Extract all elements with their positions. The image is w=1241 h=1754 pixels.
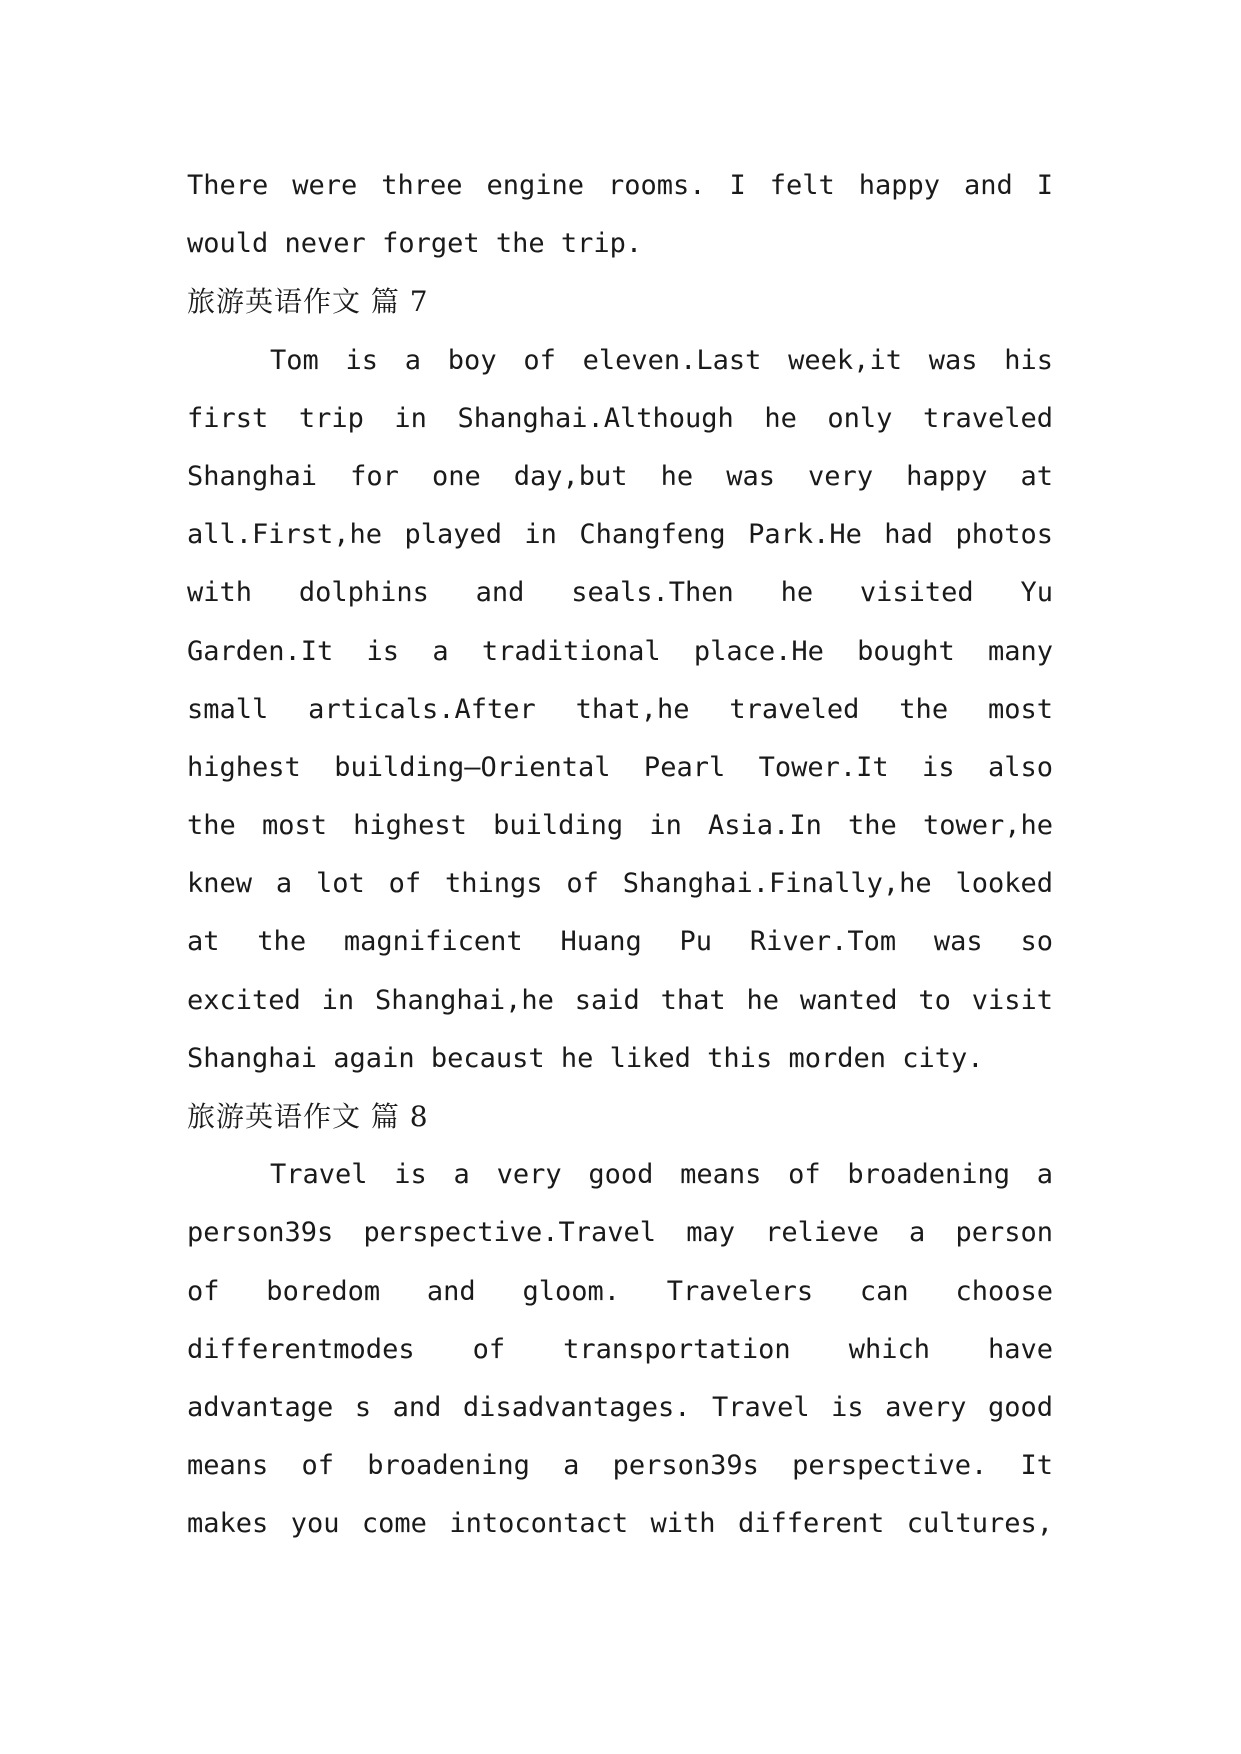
paragraph-line: the most highest building in Asia.In the tower,he	[187, 810, 1053, 842]
document-page	[187, 157, 1053, 1554]
section-heading-7: 旅游英语作文 篇 7	[187, 285, 429, 319]
section-body-7	[187, 332, 1053, 1088]
paragraph-line: with dolphins and seals.Then he visited Yu	[187, 577, 1053, 609]
paragraph-line: small articals.After that,he traveled the most	[187, 693, 1053, 725]
paragraph-line: of boredom and gloom. Travelers can choose	[187, 1275, 1053, 1307]
paragraph-line: Tom is a boy of eleven.Last week,it was his	[270, 344, 1053, 376]
paragraph-line: at the magnificent Huang Pu River.Tom was so	[187, 926, 1053, 958]
paragraph-line: Travel is a very good means of broadening a	[270, 1159, 1053, 1191]
intro-line-2: would never forget the trip.	[187, 228, 643, 260]
paragraph-line: advantage s and disadvantages. Travel is avery good	[187, 1391, 1053, 1423]
paragraph-line: differentmodes of transportation which have	[187, 1333, 1053, 1365]
intro-line-1: There were three engine rooms. I felt happy and I	[187, 170, 1053, 201]
paragraph-line: knew a lot of things of Shanghai.Finally,he looked	[187, 868, 1053, 900]
paragraph-line: all.First,he played in Changfeng Park.He had photos	[187, 519, 1053, 551]
paragraph-line: means of broadening a person39s perspective. It	[187, 1450, 1053, 1482]
paragraph-line: person39s perspective.Travel may relieve a person	[187, 1217, 1053, 1249]
paragraph-line: makes you come intocontact with different cultures,	[187, 1508, 1053, 1540]
paragraph-line: Shanghai for one day,but he was very happy at	[187, 460, 1053, 492]
paragraph-line: Shanghai again becaust he liked this morden city.	[187, 1042, 984, 1074]
paragraph-line: highest building—Oriental Pearl Tower.It is also	[187, 751, 1053, 783]
paragraph-line: first trip in Shanghai.Although he only traveled	[187, 402, 1053, 434]
section-body-8	[187, 1146, 1053, 1553]
paragraph-line: excited in Shanghai,he said that he wanted to visit	[187, 984, 1053, 1016]
paragraph-line: Garden.It is a traditional place.He bought many	[187, 635, 1053, 667]
section-heading-8: 旅游英语作文 篇 8	[187, 1100, 429, 1133]
